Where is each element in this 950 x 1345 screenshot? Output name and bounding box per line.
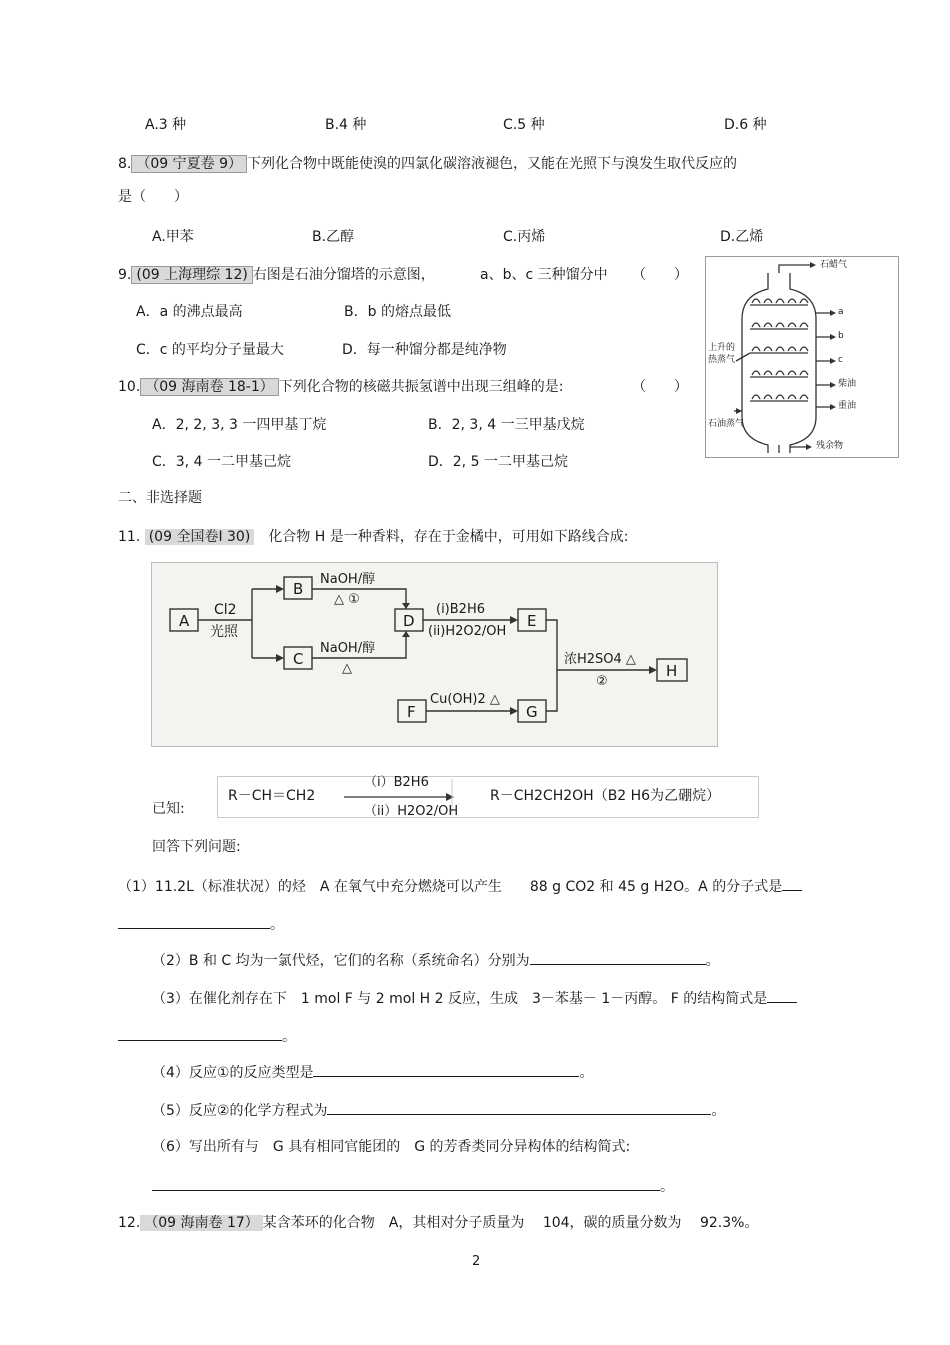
q8-source-tag: （09 宁夏卷 9） bbox=[131, 155, 247, 173]
known-product: R－CH2CH2OH（B2 H6为乙硼烷） bbox=[490, 788, 721, 804]
tower-feed-label: 石油蒸气 bbox=[708, 419, 745, 429]
q10-option-c: C．3, 4 一二甲基己烷 bbox=[152, 454, 291, 470]
scheme-naoh-bottom: NaOH/醇 bbox=[320, 641, 376, 656]
q8-option-d: D.乙烯 bbox=[720, 229, 764, 245]
q11-sub6-period: 。 bbox=[660, 1179, 674, 1195]
q9-option-a: A．a 的沸点最高 bbox=[136, 304, 243, 320]
tower-bottom-label: 残余物 bbox=[816, 441, 844, 451]
q9-number: 9. bbox=[118, 267, 132, 283]
q11-sub2 bbox=[152, 950, 720, 970]
q9-source-tag: (09 上海理综 12) bbox=[131, 266, 252, 284]
q11-sub2-text: （2）B 和 C 均为一氯代烃，它们的名称（系统命名）分别为 bbox=[152, 953, 530, 969]
q9-option-d: D．每一种馏分都是纯净物 bbox=[342, 342, 507, 358]
known-condition-top: （i）B2H6 bbox=[364, 775, 429, 790]
q8-stem bbox=[118, 155, 737, 173]
q11-sub2-period: 。 bbox=[705, 953, 720, 969]
q12-stem bbox=[118, 1214, 758, 1232]
q11-source-tag: (09 全国卷Ⅰ 30) bbox=[145, 529, 255, 545]
q8-option-b: B.乙醇 bbox=[312, 229, 355, 245]
tower-left-label2: 热蒸气 bbox=[708, 355, 736, 365]
q8-text: 下列化合物中既能使溴的四氯化碳溶液褪色，又能在光照下与溴发生取代反应的 bbox=[246, 156, 737, 172]
scheme-h2so4: 浓H2SO4 △ bbox=[564, 652, 636, 667]
scheme-delta2: △ bbox=[342, 661, 352, 676]
q12-text: 某含苯环的化合物 A，其相对分子质量为 104，碳的质量分数为 92.3%。 bbox=[262, 1215, 759, 1231]
q7-option-d: D.6 种 bbox=[724, 117, 767, 133]
q8-line2: 是（ ） bbox=[118, 189, 188, 205]
scheme-label-c: C bbox=[293, 650, 304, 668]
known-condition-bottom: （ii）H2O2/OH bbox=[364, 804, 459, 819]
q8-option-c: C.丙烯 bbox=[503, 229, 546, 245]
scheme-cl2: Cl2 bbox=[214, 602, 237, 618]
tower-left-label1: 上升的 bbox=[708, 343, 736, 353]
q8-option-a: A.甲苯 bbox=[152, 229, 194, 245]
answer-prompt: 回答下列问题: bbox=[152, 839, 241, 855]
q11-sub6-cont bbox=[152, 1176, 674, 1196]
q8-number: 8. bbox=[118, 156, 132, 172]
tower-label-diesel: 柴油 bbox=[838, 379, 857, 389]
scheme-step-ii: (ii)H2O2/OH bbox=[428, 624, 507, 639]
known-reactant: R－CH＝CH2 bbox=[228, 788, 316, 804]
scheme-cuoh: Cu(OH)2 △ bbox=[430, 692, 500, 707]
q11-sub2-blank[interactable] bbox=[530, 950, 706, 965]
q11-sub5-blank[interactable] bbox=[327, 1100, 711, 1115]
q11-sub1-text: （1）11.2L（标准状况）的烃 A 在氧气中充分燃烧可以产生 88 g CO2 和 45 g H2O。A 的分子式是 bbox=[118, 879, 783, 895]
scheme-delta1: △ ① bbox=[334, 592, 360, 607]
q10-source-tag: （09 海南卷 18-1） bbox=[140, 378, 279, 396]
q12-source-tag: （09 海南卷 17） bbox=[140, 1215, 263, 1231]
scheme-label-a: A bbox=[179, 612, 190, 630]
q11-sub3-period: 。 bbox=[282, 1029, 296, 1045]
scheme-label-d: D bbox=[403, 612, 415, 630]
q11-sub4-blank[interactable] bbox=[313, 1062, 579, 1077]
q11-number: 11. bbox=[118, 529, 141, 545]
q9-option-b: B．b 的熔点最低 bbox=[344, 304, 451, 320]
q11-sub3 bbox=[152, 988, 797, 1008]
known-reaction-box bbox=[217, 776, 759, 818]
scheme-circle2: ② bbox=[596, 674, 608, 689]
q10-stem bbox=[118, 378, 563, 396]
q11-sub1 bbox=[118, 876, 802, 896]
q11-sub6: （6）写出所有与 G 具有相同官能团的 G 的芳香类同分异构体的结构简式: bbox=[152, 1139, 631, 1155]
q7-option-b: B.4 种 bbox=[325, 117, 367, 133]
q11-sub3-cont bbox=[118, 1026, 296, 1046]
q11-sub3-text: （3）在催化剂存在下 1 mol F 与 2 mol H 2 反应，生成 3－苯基－ 1－丙醇。 F 的结构简式是 bbox=[152, 991, 768, 1007]
section-heading: 二、非选择题 bbox=[118, 490, 202, 506]
synthesis-route-scheme bbox=[151, 562, 718, 747]
scheme-step-i: (i)B2H6 bbox=[436, 602, 485, 617]
tower-left-wall bbox=[742, 273, 768, 453]
scheme-label-e: E bbox=[527, 612, 537, 630]
q9-paren: （ ） bbox=[632, 267, 688, 283]
q10-option-d: D．2, 5 一二甲基己烷 bbox=[428, 454, 568, 470]
q11-sub1-cont bbox=[118, 914, 284, 934]
q12-number: 12. bbox=[118, 1215, 141, 1231]
q10-option-a: A．2, 2, 3, 3 一四甲基丁烷 bbox=[152, 417, 327, 433]
q11-stem bbox=[118, 528, 628, 546]
scheme-label-f: F bbox=[407, 703, 416, 721]
q11-sub6-blank[interactable] bbox=[152, 1176, 660, 1191]
tower-label-a: a bbox=[838, 307, 844, 317]
q9-text2: a、b、c 三种馏分中 bbox=[480, 267, 608, 283]
q9-stem bbox=[118, 266, 435, 284]
q11-sub5 bbox=[152, 1100, 725, 1120]
q11-sub3-blank-b[interactable] bbox=[118, 1026, 282, 1041]
q10-number: 10. bbox=[118, 379, 141, 395]
q11-text: 化合物 H 是一种香料，存在于金橘中，可用如下路线合成: bbox=[268, 529, 629, 545]
q11-sub1-blank-b[interactable] bbox=[118, 914, 270, 929]
q11-sub1-period: 。 bbox=[270, 917, 284, 933]
scheme-naoh-top: NaOH/醇 bbox=[320, 572, 376, 587]
tower-label-heavy-oil: 重油 bbox=[838, 401, 857, 411]
q11-sub5-period: 。 bbox=[711, 1103, 726, 1119]
q9-text: 右图是石油分馏塔的示意图， bbox=[252, 267, 435, 283]
q11-sub4-period: 。 bbox=[579, 1065, 594, 1081]
q7-option-a: A.3 种 bbox=[145, 117, 187, 133]
tower-top-label: 石蜡气 bbox=[820, 260, 848, 270]
q11-sub3-blank-a[interactable] bbox=[767, 988, 797, 1003]
q7-option-c: C.5 种 bbox=[503, 117, 545, 133]
scheme-light: 光照 bbox=[210, 624, 238, 640]
q11-sub5-text: （5）反应②的化学方程式为 bbox=[152, 1103, 328, 1119]
known-label: 已知: bbox=[152, 801, 185, 817]
q10-option-b: B．2, 3, 4 一三甲基戊烷 bbox=[428, 417, 585, 433]
scheme-label-g: G bbox=[526, 703, 538, 721]
scheme-label-b: B bbox=[293, 580, 304, 598]
tower-label-c: c bbox=[838, 355, 843, 365]
q11-sub4-text: （4）反应①的反应类型是 bbox=[152, 1065, 314, 1081]
page-number: 2 bbox=[472, 1254, 481, 1269]
scheme-label-h: H bbox=[666, 662, 678, 680]
distillation-tower-figure bbox=[705, 256, 899, 458]
q10-text: 下列化合物的核磁共振氢谱中出现三组峰的是: bbox=[278, 379, 564, 395]
q11-sub4 bbox=[152, 1062, 593, 1082]
q9-option-c: C．c 的平均分子量最大 bbox=[136, 342, 284, 358]
q11-sub1-blank-a[interactable] bbox=[782, 876, 802, 891]
q10-paren: （ ） bbox=[632, 379, 688, 395]
tower-label-b: b bbox=[838, 331, 844, 341]
